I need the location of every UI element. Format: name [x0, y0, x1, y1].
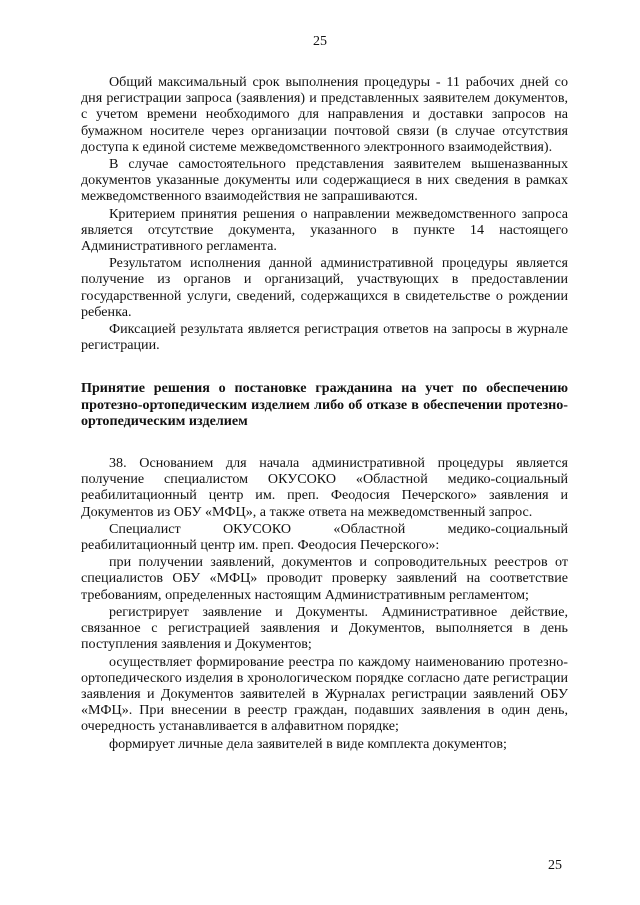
paragraph-registration: регистрирует заявление и Документы. Административное действие, связанное с регистрацией заявления и Документов, выполняется в день поступления заявления и Документов;: [81, 603, 568, 653]
paragraph-personal-files: формирует личные дела заявителей в виде комплекта документов;: [109, 735, 507, 752]
page-number-bottom: 25: [548, 858, 562, 873]
paragraph-38-basis: 38. Основанием для начала административной процедуры является получение специалистом ОКУСОКО «Областной медико-социальный реабилитационный центр им. преп. Феодосия Печерского» заявления и Документов из ОБУ «МФЦ», а также ответа на межведомственный запрос.: [81, 455, 568, 520]
paragraph-criterion: Критерием принятия решения о направлении межведомственного запроса является отсутствие документа, указанного в пункте 14 настоящего Административного регламента.: [81, 205, 568, 255]
paragraph-verification: при получении заявлений, документов и сопроводительных реестров от специалистов ОБУ «МФЦ» проводит проверку заявлений на соответствие требованиям, определенных настоящим Административным регламентом;: [81, 554, 568, 603]
paragraph-specialist: Специалист ОКУСОКО «Областной медико-социальный реабилитационный центр им. преп. Феодосия Печерского»:: [81, 520, 568, 554]
paragraph-fixation: Фиксацией результата является регистрация ответов на запросы в журнале регистрации.: [81, 321, 568, 354]
paragraph-result: Результатом исполнения данной административной процедуры является получение из органов и организаций, участвующих в предоставлении государственной услуги, сведений, содержащихся в свидетельстве о рождении ребенка.: [81, 255, 568, 320]
page-number-top: 25: [313, 34, 327, 49]
paragraph-max-duration: Общий максимальный срок выполнения процедуры - 11 рабочих дней со дня регистрации запроса (заявления) и представленных заявителем документов, с учетом времени необходимого для направления и доставки запросов на бумажном носителе через организации почтовой связи (в случае отсутствия доступа к единой системе межведомственного электронного взаимодействия).: [81, 74, 568, 155]
paragraph-self-submission: В случае самостоятельного представления заявителем вышеназванных документов указанные документы или содержащиеся в них сведения в рамках межведомственного взаимодействия не запрашиваются.: [81, 156, 568, 205]
body-text: [81, 74, 568, 752]
section-heading: Принятие решения о постановке гражданина на учет по обеспечению протезно-ортопедическим изделием либо об отказе в обеспечении протезно-ортопедическим изделием: [81, 380, 568, 429]
paragraph-registry: осуществляет формирование реестра по каждому наименованию протезно-ортопедического изделия в хронологическом порядке согласно дате регистрации заявления и Документов заявителей в Журналах регистрации заявлений ОБУ «МФЦ». При внесении в реестр граждан, подавших заявления в один день, очередность устанавливается в алфавитном порядке;: [81, 653, 568, 735]
